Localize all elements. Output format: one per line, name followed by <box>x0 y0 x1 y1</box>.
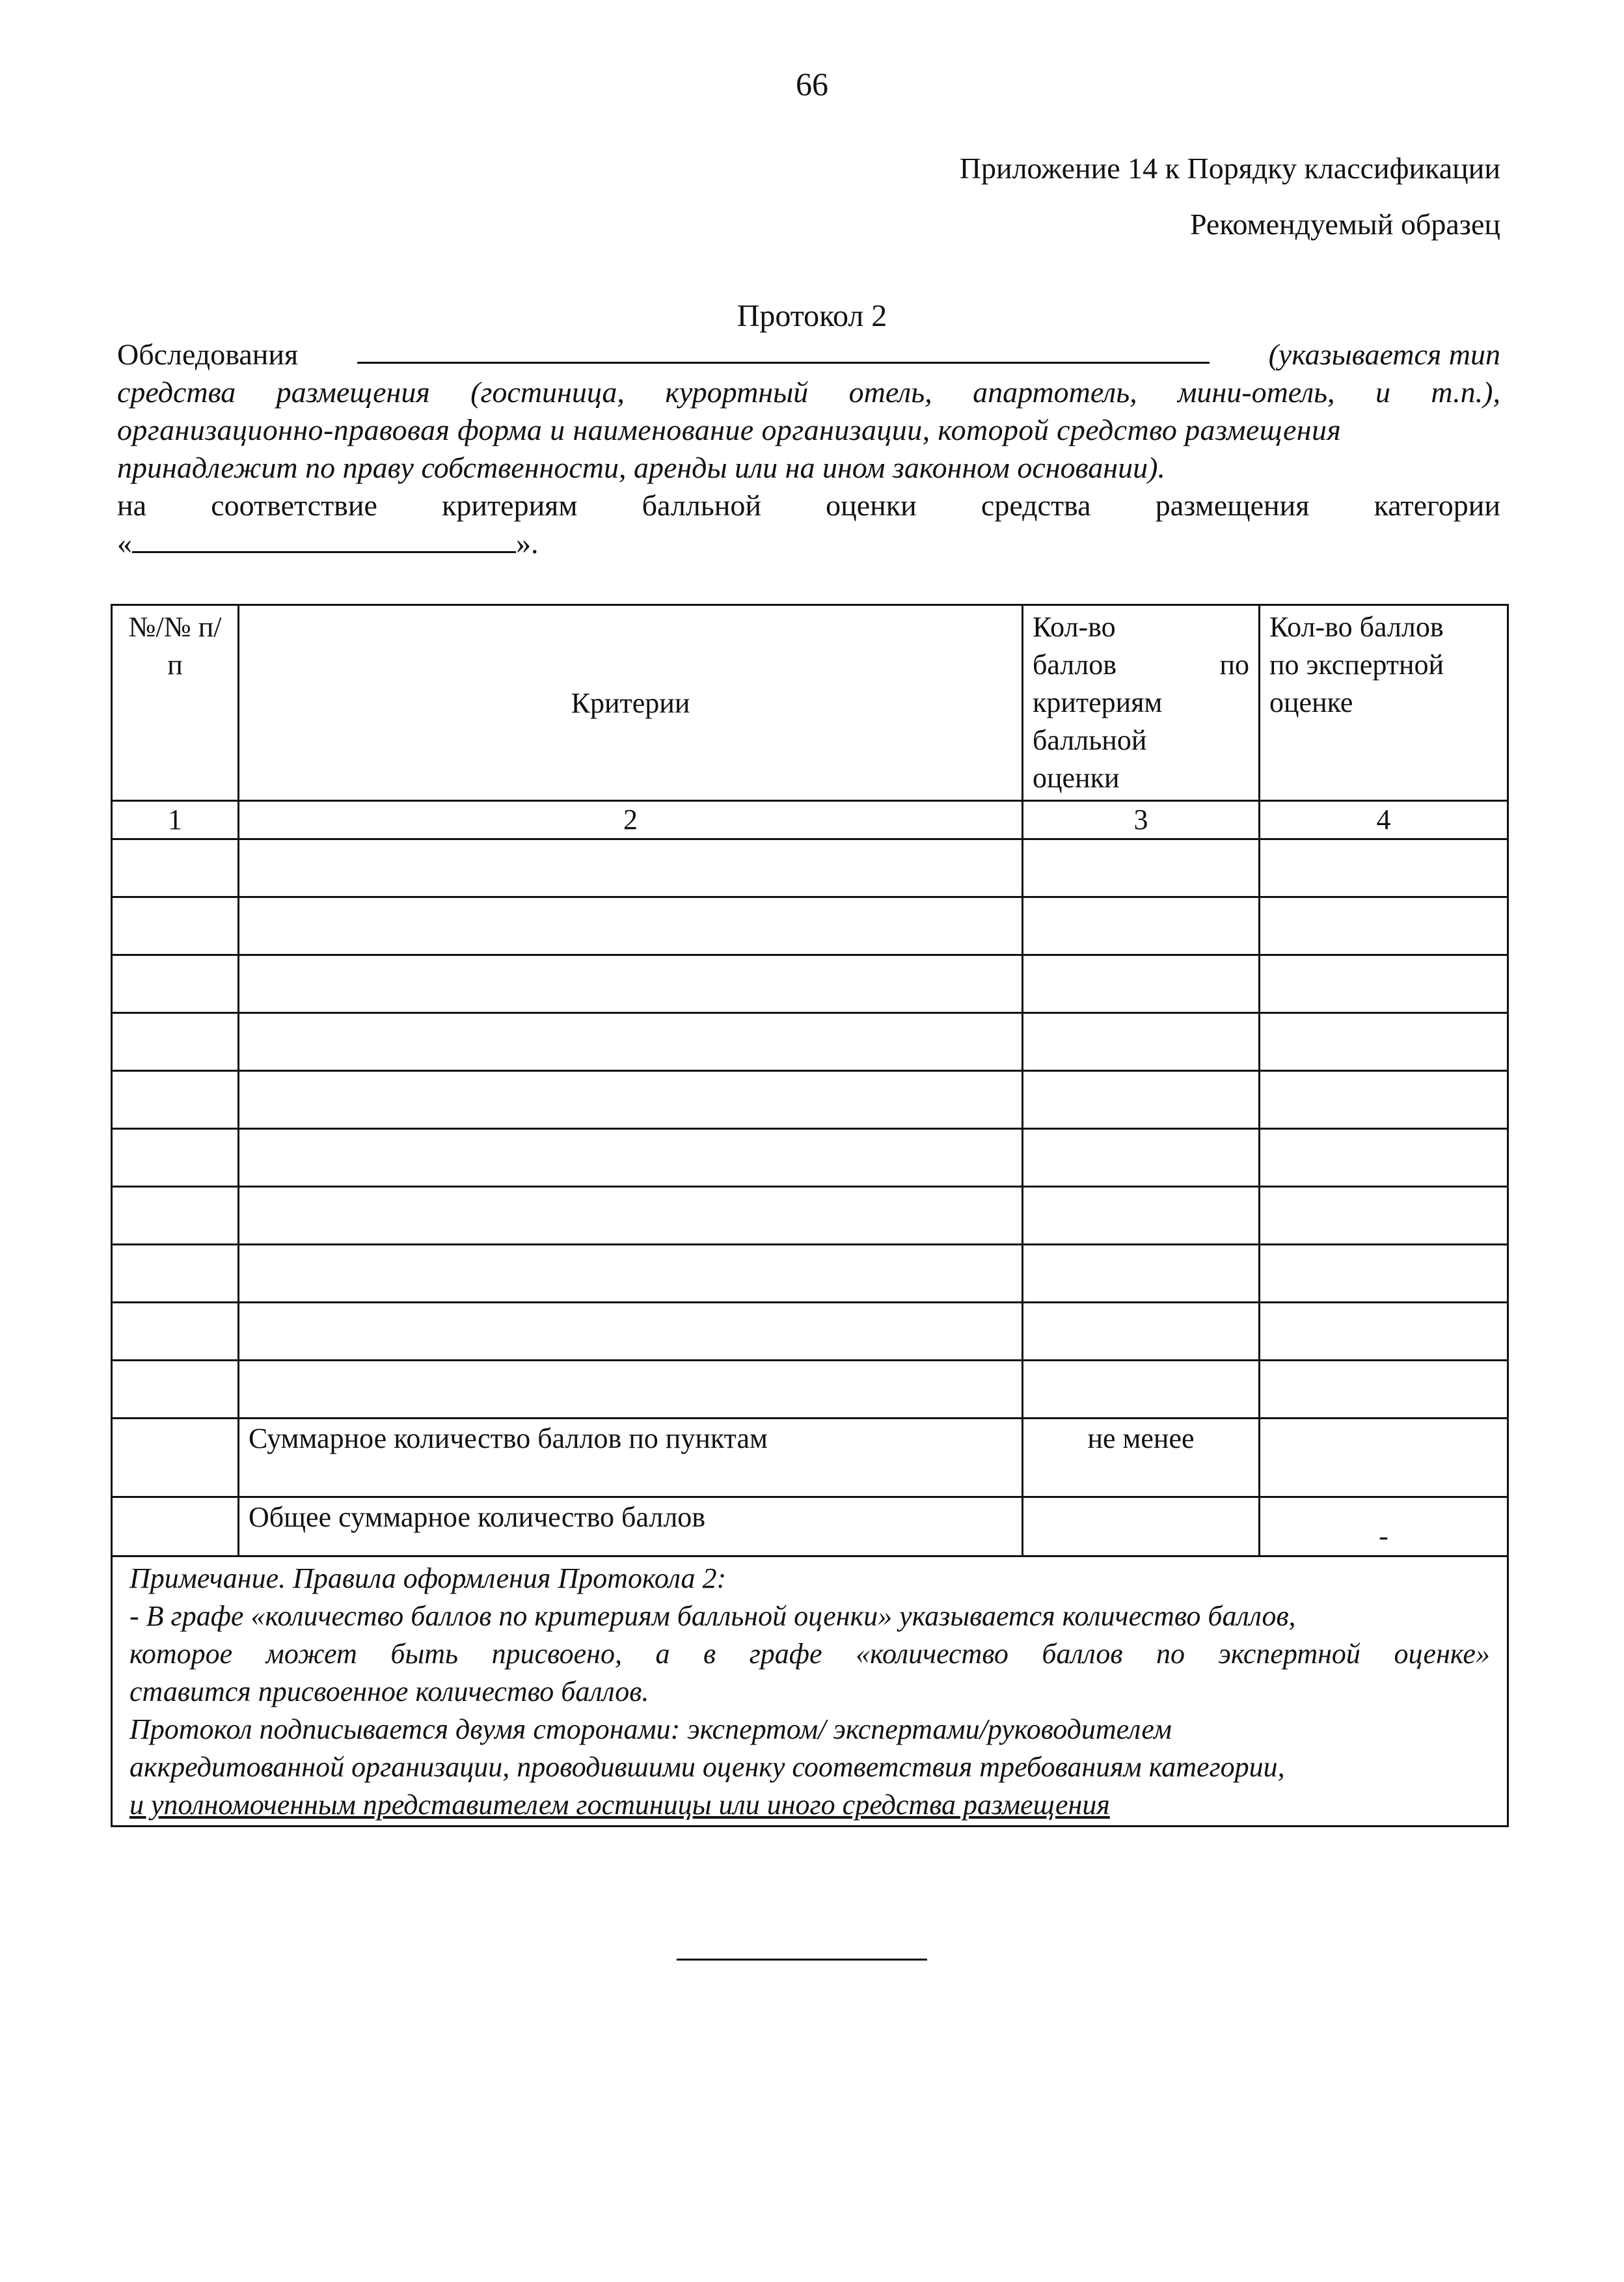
header-points-criteria-line: Кол-во <box>1033 611 1116 643</box>
appendix-reference: Приложение 14 к Порядку классификации <box>959 152 1500 185</box>
total-row-expert-value: - <box>1260 1497 1508 1556</box>
table-cell <box>1023 1071 1260 1129</box>
header-points-criteria-line: балльной <box>1033 724 1147 756</box>
sum-row <box>112 1419 1508 1497</box>
survey-label: Обследования <box>117 338 299 371</box>
criteria-table <box>111 604 1509 1827</box>
note-line-4: Протокол подписывается двумя сторонами: экспертом/ экспертами/руководителем <box>129 1713 1172 1745</box>
table-cell <box>112 1013 239 1071</box>
table-cell <box>112 955 239 1013</box>
note-line-6: и уполномоченным представителем гостиницы или иного средства размещения <box>129 1789 1110 1821</box>
table-cell <box>1023 1303 1260 1361</box>
total-row-number-cell <box>112 1497 239 1556</box>
table-header-row <box>112 605 1508 801</box>
intro-word: апартотель, <box>973 375 1137 409</box>
table-cell <box>1023 1187 1260 1245</box>
table-cell <box>239 1013 1023 1071</box>
table-row <box>112 897 1508 955</box>
intro-line-3: организационно-правовая форма и наименование организации, которой средство размещения <box>117 413 1342 446</box>
compliance-word: средства <box>981 489 1091 522</box>
table-cell <box>112 897 239 955</box>
compliance-line <box>117 487 1500 524</box>
note-line-3: ставится присвоенное количество баллов. <box>129 1676 649 1707</box>
sum-row-expert-cell <box>1260 1419 1508 1497</box>
table-cell <box>1023 839 1260 897</box>
table-row <box>112 839 1508 897</box>
table-row <box>112 1245 1508 1303</box>
total-row-criteria-cell <box>1023 1497 1260 1556</box>
table-row <box>112 1361 1508 1419</box>
compliance-word: на <box>117 489 147 522</box>
table-cell <box>239 839 1023 897</box>
sample-label: Рекомендуемый образец <box>1189 208 1500 241</box>
column-index: 4 <box>1260 801 1508 839</box>
header-points-criteria-word: по <box>1219 649 1249 681</box>
intro-word: курортный <box>665 375 809 409</box>
note-word: баллов <box>1042 1638 1123 1670</box>
note-word: графе <box>749 1638 822 1670</box>
table-cell <box>1260 1013 1508 1071</box>
intro-block <box>117 336 1500 562</box>
category-open-quote: « <box>117 526 132 560</box>
sum-row-label: Суммарное количество баллов по пунктам <box>239 1419 1023 1497</box>
intro-word: мини-отель, <box>1178 375 1335 409</box>
sum-row-value: не менее <box>1023 1419 1260 1497</box>
table-cell <box>239 1129 1023 1187</box>
note-word: «количество <box>856 1638 1008 1670</box>
table-cell <box>239 1245 1023 1303</box>
intro-word: отель, <box>848 375 932 409</box>
note-word: может <box>265 1638 357 1670</box>
note-word: оценке» <box>1394 1638 1490 1670</box>
note-line-5: аккредитованной организации, проводившими оценку соответствия требованиям категории, <box>129 1751 1285 1783</box>
intro-word: т.п.), <box>1431 375 1500 409</box>
table-row <box>112 1187 1508 1245</box>
table-cell <box>1260 955 1508 1013</box>
table-cell <box>1260 897 1508 955</box>
survey-hint: (указывается тип <box>1268 338 1500 371</box>
category-close-quote: ». <box>516 526 539 560</box>
table-row <box>112 1071 1508 1129</box>
table-cell <box>239 1303 1023 1361</box>
table-cell <box>239 955 1023 1013</box>
note-line-1: - В графе «количество баллов по критериям балльной оценки» указывается количество баллов, <box>129 1600 1296 1632</box>
note-word: по <box>1156 1638 1185 1670</box>
compliance-word: размещения <box>1155 489 1310 522</box>
column-index: 3 <box>1023 801 1260 839</box>
table-cell <box>1260 1071 1508 1129</box>
intro-line-1 <box>117 336 1500 374</box>
note-cell <box>112 1556 1508 1827</box>
table-cell <box>1023 1245 1260 1303</box>
table-row <box>112 955 1508 1013</box>
column-index-row <box>112 801 1508 839</box>
compliance-word: оценки <box>826 489 917 522</box>
header-points-expert <box>1260 605 1508 801</box>
table-cell <box>1260 1361 1508 1419</box>
table-cell <box>1260 1245 1508 1303</box>
table-cell <box>1260 1303 1508 1361</box>
table-cell <box>239 897 1023 955</box>
header-points-expert-line: оценке <box>1269 686 1353 718</box>
column-index: 1 <box>112 801 239 839</box>
note-word: экспертной <box>1218 1638 1360 1670</box>
table-cell <box>1260 1187 1508 1245</box>
table-cell <box>112 1129 239 1187</box>
header-points-criteria-word: баллов <box>1033 649 1116 681</box>
compliance-word: критериям <box>442 489 578 522</box>
table-cell <box>112 1071 239 1129</box>
compliance-word: балльной <box>642 489 761 522</box>
total-row <box>112 1497 1508 1556</box>
header-points-criteria <box>1023 605 1260 801</box>
intro-word: (гостиница, <box>470 375 625 409</box>
table-row <box>112 1129 1508 1187</box>
header-points-criteria-line: критериям <box>1033 686 1163 718</box>
note-row <box>112 1556 1508 1827</box>
table-cell <box>1023 955 1260 1013</box>
intro-word: и <box>1375 375 1390 409</box>
table-cell <box>112 1303 239 1361</box>
header-criteria: Критерии <box>239 605 1023 801</box>
table-cell <box>1023 1129 1260 1187</box>
note-word: быть <box>390 1638 459 1670</box>
table-cell <box>1023 897 1260 955</box>
table-cell <box>112 839 239 897</box>
note-word: присвоено, <box>491 1638 622 1670</box>
compliance-word: категории <box>1374 489 1500 522</box>
intro-line-2 <box>117 374 1500 411</box>
table-cell <box>112 1245 239 1303</box>
table-cell <box>1260 1129 1508 1187</box>
category-blank-field <box>132 525 516 553</box>
intro-line-4: принадлежит по праву собственности, аренды или на ином законном основании). <box>117 451 1165 484</box>
table-cell <box>239 1071 1023 1129</box>
intro-word: размещения <box>276 375 430 409</box>
intro-word: средства <box>117 375 236 409</box>
table-cell <box>239 1361 1023 1419</box>
table-row <box>112 1303 1508 1361</box>
table-cell <box>112 1361 239 1419</box>
note-title: Примечание. Правила оформления Протокола 2: <box>129 1562 727 1594</box>
note-line-2 <box>129 1635 1490 1673</box>
header-points-criteria-line <box>1033 646 1249 684</box>
total-row-label: Общее суммарное количество баллов <box>239 1497 1023 1556</box>
table-row <box>112 1013 1508 1071</box>
table-cell <box>239 1187 1023 1245</box>
header-points-expert-line: Кол-во баллов <box>1269 611 1444 643</box>
document-title: Протокол 2 <box>737 299 887 333</box>
header-number: №/№ п/п <box>112 605 239 801</box>
compliance-word: соответствие <box>211 489 377 522</box>
table-cell <box>1023 1013 1260 1071</box>
table-cell <box>112 1187 239 1245</box>
header-points-expert-line: по экспертной <box>1269 649 1444 681</box>
category-line <box>117 524 1500 562</box>
column-index: 2 <box>239 801 1023 839</box>
footer-rule <box>677 1959 927 1961</box>
note-word: а <box>655 1638 670 1670</box>
table-cell <box>1023 1361 1260 1419</box>
note-word: в <box>703 1638 716 1670</box>
sum-row-number-cell <box>112 1419 239 1497</box>
page-number: 66 <box>796 66 828 102</box>
table-cell <box>1260 839 1508 897</box>
survey-blank-field <box>357 336 1210 364</box>
note-word: которое <box>129 1638 233 1670</box>
header-points-criteria-line: оценки <box>1033 762 1120 794</box>
